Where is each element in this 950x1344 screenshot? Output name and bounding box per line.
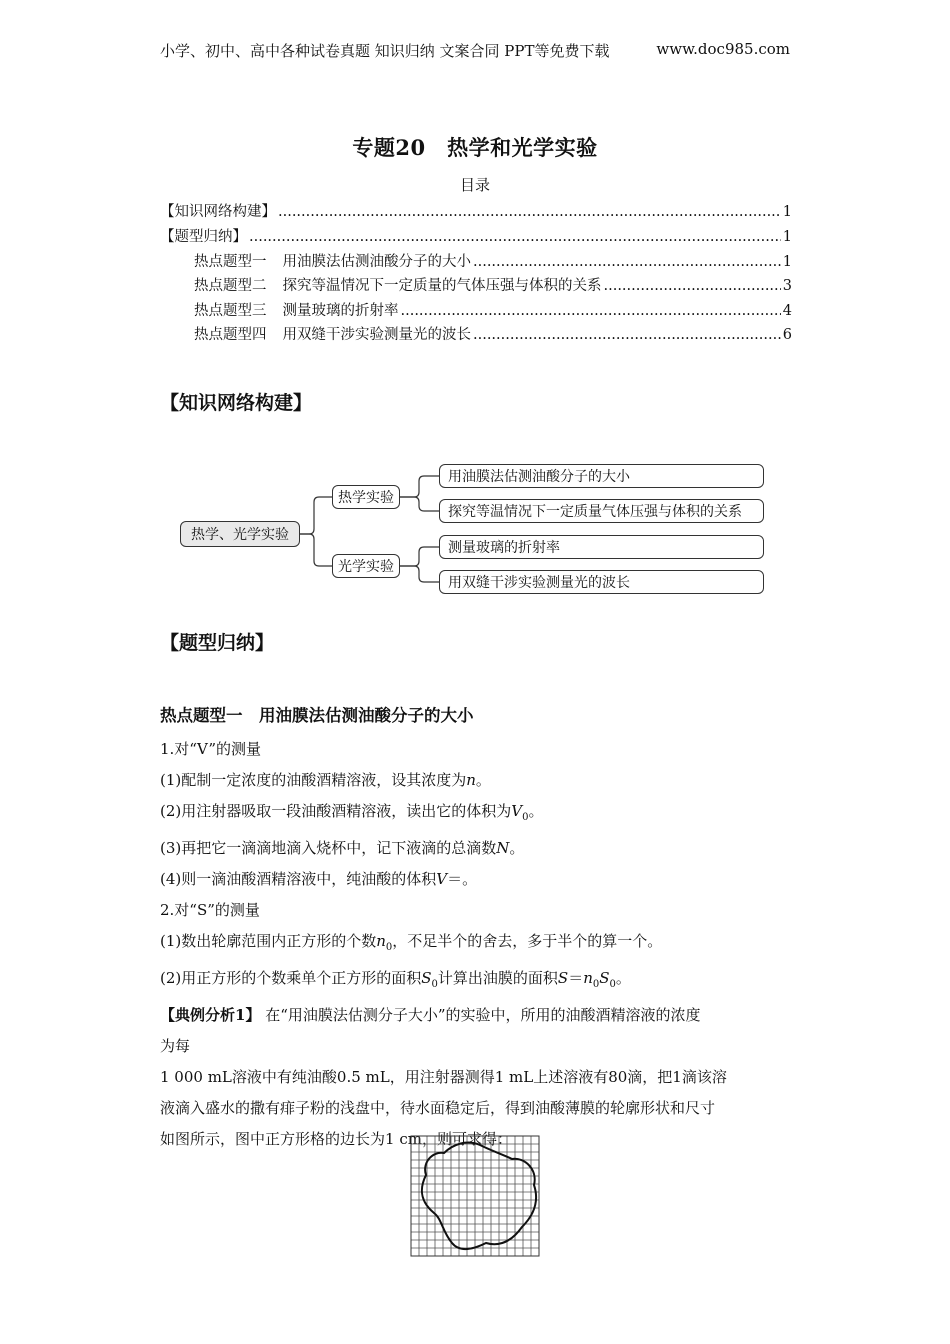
toc-label: 热点题型一 (194, 254, 267, 270)
body-text (160, 734, 790, 1155)
toc-item[interactable] (194, 299, 792, 321)
body-line: 如图所示，图中正方形格的边长为1 cm，则可求得： (160, 1130, 512, 1148)
oil-film-grid-figure (408, 1133, 542, 1259)
section-question-types: 【题型归纳】 (160, 632, 275, 654)
toc-page: 1 (782, 204, 792, 220)
toc-heading: 目录 (459, 176, 490, 194)
example-label: 【典例分析1】 (160, 1006, 261, 1024)
body-line: 1 000 mL溶液中有纯油酸0.5 mL，用注射器测得1 mL上述溶液有80滴，把1滴该溶 (160, 1068, 727, 1086)
toc-label: 热点题型三 (194, 303, 267, 319)
body-line: (3)再把它一滴滴地滴入烧杯中，记下液滴的总滴数N。 (160, 839, 525, 857)
toc-text: 用双缝干涉实验测量光的波长 (282, 327, 471, 343)
toc-text: 用油膜法估测油酸分子的大小 (282, 254, 471, 270)
toc-label: 热点题型四 (194, 327, 267, 343)
body-line: (2)用正方形的个数乘单个正方形的面积$S_0$计算出油膜的面积$S=n_0S_0$。 (160, 969, 631, 990)
toc-item[interactable] (160, 200, 792, 222)
toc-leader (249, 229, 781, 245)
toc-page: 1 (782, 229, 792, 245)
body-line: (4)则一滴油酸酒精溶液中，纯油酸的体积V＝。 (160, 870, 478, 888)
mindmap-leaf: 用双缝干涉实验测量光的波长 (439, 570, 764, 594)
toc-label: 热点题型二 (194, 278, 267, 294)
body-line: 2.对“S”的测量 (160, 901, 260, 919)
toc-label: 【题型归纳】 (160, 229, 247, 245)
header-left-text: 小学、初中、高中各种试卷真题 知识归纳 文案合同 PPT等免费下载 (160, 42, 610, 60)
mindmap-root: 热学、光学实验 (180, 521, 300, 547)
toc-label: 【知识网络构建】 (160, 204, 276, 220)
toc-item[interactable] (194, 250, 792, 272)
subsection-title: 热点题型一 用油膜法估测油酸分子的大小 (160, 706, 474, 725)
body-line: (2)用注射器吸取一段油酸酒精溶液，读出它的体积为$V_0$。 (160, 802, 544, 823)
body-line: (1)数出轮廓范围内正方形的个数$n_0$，不足半个的舍去，多于半个的算一个。 (160, 932, 663, 953)
page-header (160, 40, 790, 61)
body-line: 为每 (160, 1037, 191, 1055)
mindmap-branch-thermal: 热学实验 (332, 485, 400, 509)
connector-optical-leaf2 (400, 566, 439, 582)
mindmap-branch-optical: 光学实验 (332, 554, 400, 578)
toc-page: 6 (782, 327, 792, 343)
example-intro: 【典例分析1】 在“用油膜法估测分子大小”的实验中，所用的油酸酒精溶液的浓度 (160, 1006, 701, 1024)
connector-optical-leaf1 (400, 547, 439, 566)
toc-page: 1 (782, 254, 792, 270)
toc-leader (473, 327, 781, 343)
toc-text: 探究等温情况下一定质量的气体压强与体积的关系 (282, 278, 602, 294)
body-line: 液滴入盛水的撒有痱子粉的浅盘中，待水面稳定后，得到油酸薄膜的轮廓形状和尺寸 (160, 1099, 716, 1117)
connector-thermal-leaf2 (400, 497, 439, 511)
connector-root-optical (299, 534, 332, 566)
mindmap-leaf: 探究等温情况下一定质量气体压强与体积的关系 (439, 499, 764, 523)
body-line: 1.对“V”的测量 (160, 740, 262, 758)
toc-leader (401, 303, 781, 319)
header-url[interactable]: www.doc985.com (656, 40, 790, 58)
toc-text: 测量玻璃的折射率 (282, 303, 399, 319)
body-line: (1)配制一定浓度的油酸酒精溶液，设其浓度为n。 (160, 771, 491, 789)
toc-page: 4 (782, 303, 792, 319)
mindmap-leaf: 用油膜法估测油酸分子的大小 (439, 464, 764, 488)
toc-page: 3 (782, 278, 792, 294)
toc-leader (278, 204, 781, 220)
section-knowledge-network: 【知识网络构建】 (160, 392, 313, 414)
grid-lines (411, 1136, 539, 1256)
connector-root-thermal (299, 497, 332, 534)
toc-item[interactable] (160, 225, 792, 247)
mindmap-leaf: 测量玻璃的折射率 (439, 535, 764, 559)
oil-film-outline (422, 1143, 536, 1250)
toc-leader (473, 254, 781, 270)
connector-thermal-leaf1 (400, 476, 439, 497)
toc-item[interactable] (194, 323, 792, 345)
page-title: 专题20 热学和光学实验 (352, 135, 598, 160)
toc-leader (604, 278, 781, 294)
toc-item[interactable] (194, 274, 792, 296)
